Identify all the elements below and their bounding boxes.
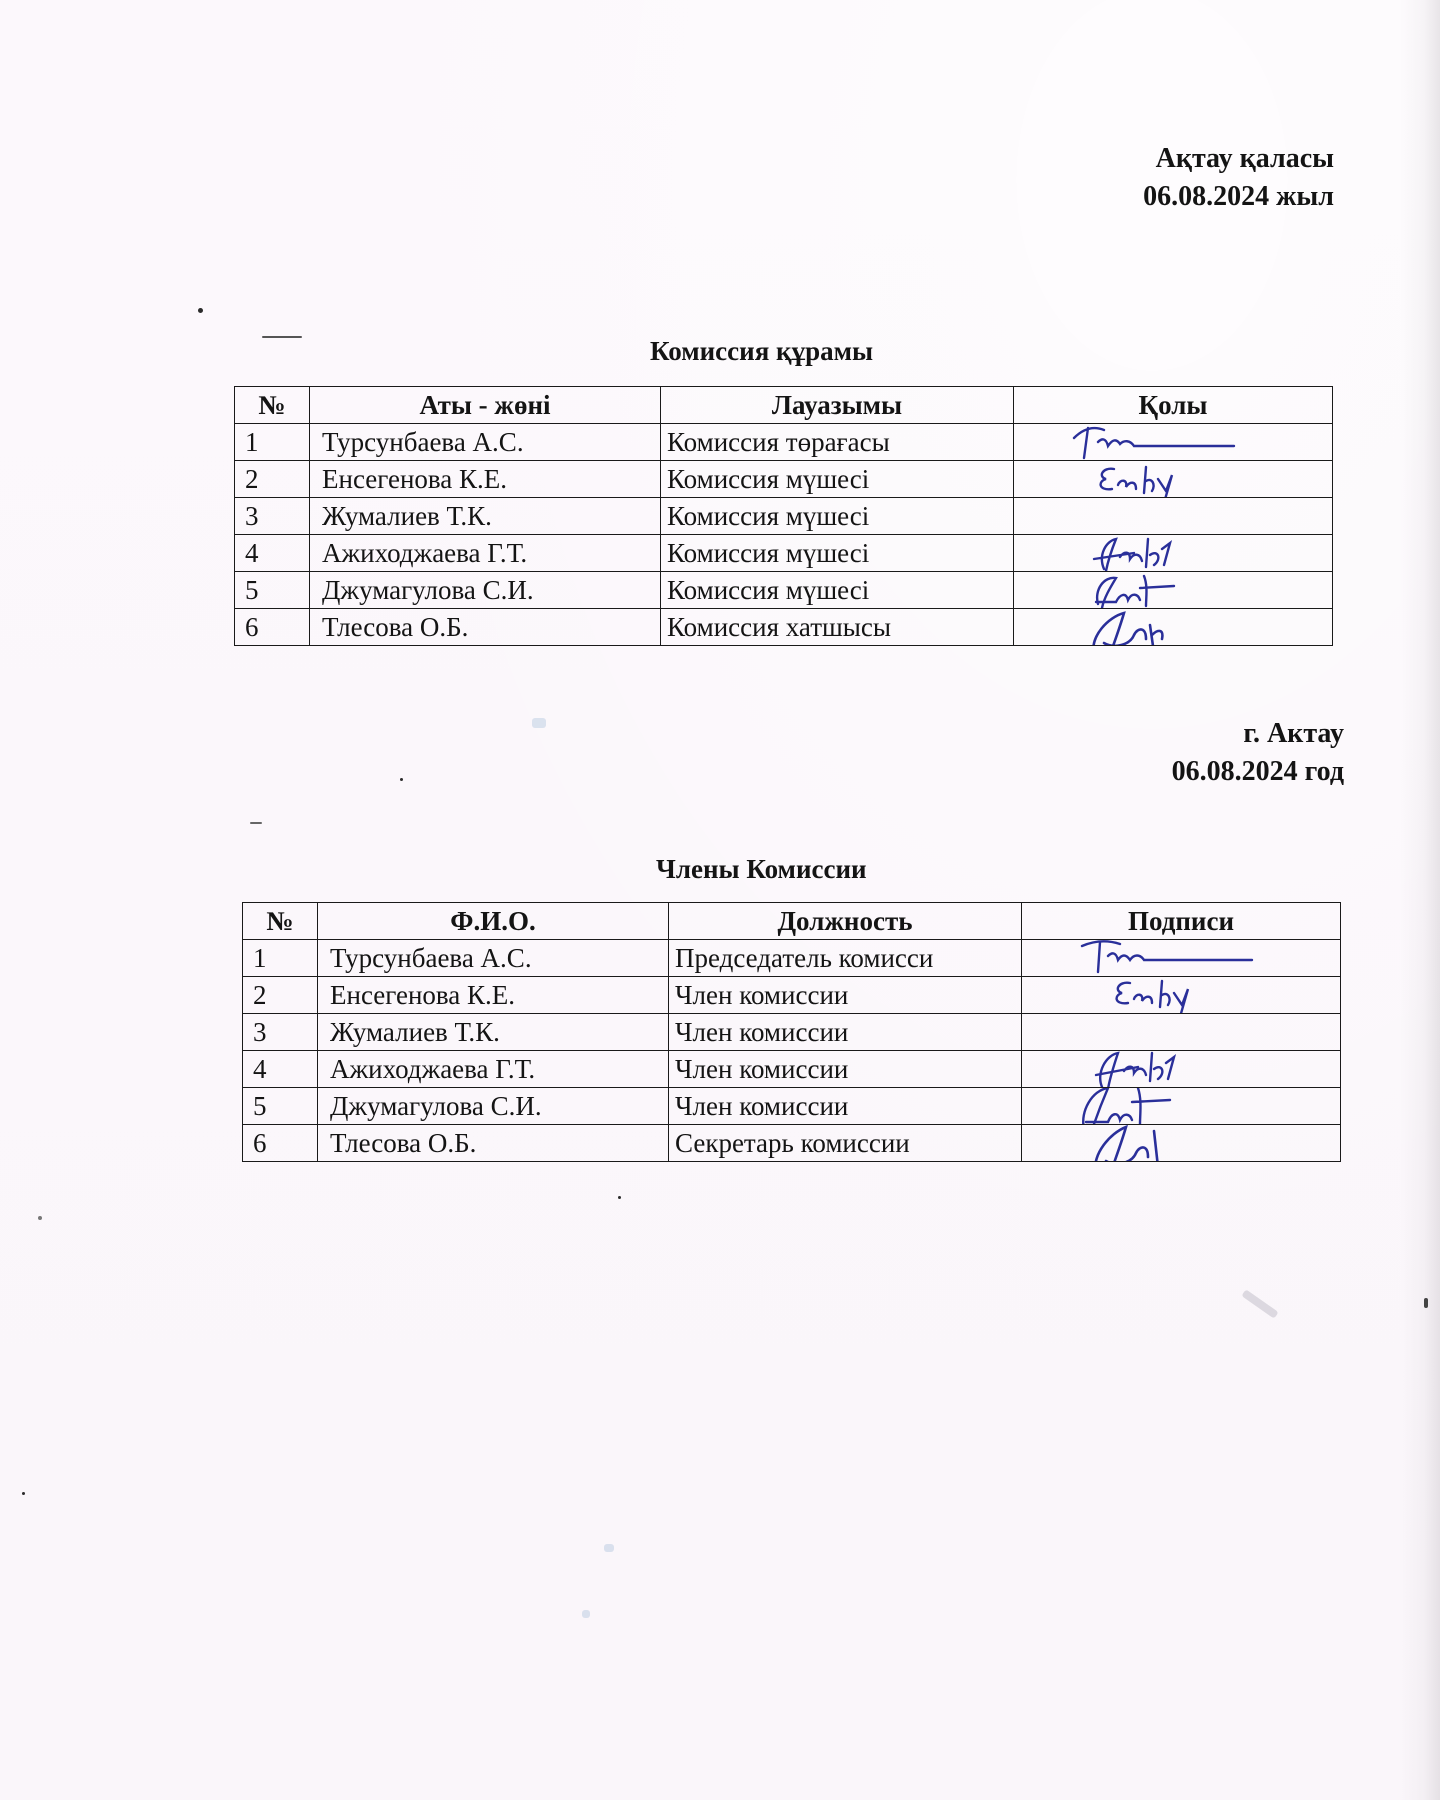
row-num: 1 <box>235 424 310 461</box>
row-name: Джумагулова С.И. <box>310 572 661 609</box>
handwritten-signature <box>1054 609 1254 646</box>
row-position: Комиссия мүшесі <box>661 461 1014 498</box>
row-name: Джумагулова С.И. <box>318 1088 669 1125</box>
row-num: 3 <box>235 498 310 535</box>
row-signature <box>1022 940 1341 977</box>
row-position: Комиссия мүшесі <box>661 498 1014 535</box>
row-name: Ажиходжаева Г.Т. <box>318 1051 669 1088</box>
handwritten-signature <box>1062 1088 1262 1125</box>
header-signature: Подписи <box>1022 903 1341 940</box>
row-name: Ажиходжаева Г.Т. <box>310 535 661 572</box>
table-row <box>235 424 1333 461</box>
table-row <box>243 1088 1341 1125</box>
ru-title: Члены Комиссии <box>656 854 867 884</box>
row-position: Член комиссии <box>669 1014 1022 1051</box>
table-row <box>235 461 1333 498</box>
row-num: 2 <box>243 977 318 1014</box>
handwritten-signature <box>1054 461 1254 498</box>
row-num: 4 <box>243 1051 318 1088</box>
row-signature <box>1022 1088 1341 1125</box>
row-signature <box>1014 609 1333 646</box>
row-signature <box>1014 498 1333 535</box>
handwritten-signature <box>1062 1125 1262 1162</box>
ru-date: 06.08.2024 год <box>1171 756 1344 787</box>
row-position: Комиссия төрағасы <box>661 424 1014 461</box>
row-num: 2 <box>235 461 310 498</box>
row-signature <box>1022 1014 1341 1051</box>
kz-header <box>1143 140 1334 216</box>
row-num: 5 <box>235 572 310 609</box>
ru-members-table <box>242 902 1341 1162</box>
header-signature: Қолы <box>1014 387 1333 424</box>
row-signature <box>1014 572 1333 609</box>
row-name: Тлесова О.Б. <box>318 1125 669 1162</box>
row-signature <box>1014 461 1333 498</box>
scan-speck <box>250 822 262 824</box>
row-name: Жумалиев Т.К. <box>318 1014 669 1051</box>
row-position: Комиссия мүшесі <box>661 535 1014 572</box>
row-position: Секретарь комиссии <box>669 1125 1022 1162</box>
table-header-row <box>235 387 1333 424</box>
handwritten-signature <box>1054 424 1254 461</box>
ru-header <box>1172 715 1344 791</box>
row-num: 4 <box>235 535 310 572</box>
handwritten-signature <box>1054 572 1254 609</box>
row-position: Член комиссии <box>669 1088 1022 1125</box>
kz-title: Комиссия құрамы <box>650 336 874 366</box>
row-name: Турсунбаева А.С. <box>310 424 661 461</box>
scan-speck <box>38 1216 42 1220</box>
row-signature <box>1022 1125 1341 1162</box>
row-name: Тлесова О.Б. <box>310 609 661 646</box>
table-row <box>235 572 1333 609</box>
row-num: 3 <box>243 1014 318 1051</box>
row-num: 6 <box>243 1125 318 1162</box>
row-position: Комиссия мүшесі <box>661 572 1014 609</box>
kz-city: Ақтау қаласы <box>1155 143 1334 174</box>
header-num: № <box>235 387 310 424</box>
row-position: Председатель комисси <box>669 940 1022 977</box>
header-position: Лауазымы <box>661 387 1014 424</box>
row-position: Член комиссии <box>669 977 1022 1014</box>
row-num: 1 <box>243 940 318 977</box>
table-row <box>243 1014 1341 1051</box>
scan-smudge <box>582 1610 590 1618</box>
table-row <box>243 1125 1341 1162</box>
scan-smudge <box>604 1544 614 1552</box>
table-row <box>235 609 1333 646</box>
handwritten-signature <box>1054 535 1254 572</box>
scan-smudge <box>1241 1289 1278 1318</box>
row-signature <box>1022 1051 1341 1088</box>
table-row <box>235 535 1333 572</box>
table-row <box>235 498 1333 535</box>
header-name: Аты - жөні <box>310 387 661 424</box>
row-name: Турсунбаева А.С. <box>318 940 669 977</box>
row-num: 6 <box>235 609 310 646</box>
scan-smudge <box>532 718 546 728</box>
scan-speck <box>400 778 403 781</box>
row-num: 5 <box>243 1088 318 1125</box>
row-signature <box>1014 424 1333 461</box>
scan-edge-shadow <box>1400 0 1440 1800</box>
kz-members-table <box>234 386 1333 646</box>
scan-speck <box>618 1196 621 1199</box>
scan-speck <box>22 1492 25 1495</box>
handwritten-signature <box>1062 977 1262 1014</box>
table-row <box>243 940 1341 977</box>
row-position: Комиссия хатшысы <box>661 609 1014 646</box>
header-position: Должность <box>669 903 1022 940</box>
row-signature <box>1014 535 1333 572</box>
scan-speck <box>198 308 203 313</box>
table-header-row <box>243 903 1341 940</box>
ru-city: г. Актау <box>1243 718 1344 749</box>
handwritten-signature <box>1062 940 1262 977</box>
scan-speck <box>1424 1298 1428 1308</box>
row-signature <box>1022 977 1341 1014</box>
kz-date: 06.08.2024 жыл <box>1143 181 1334 212</box>
row-position: Член комиссии <box>669 1051 1022 1088</box>
row-name: Жумалиев Т.К. <box>310 498 661 535</box>
table-row <box>243 977 1341 1014</box>
handwritten-signature <box>1062 1051 1262 1088</box>
table-row <box>243 1051 1341 1088</box>
row-name: Енсегенова К.Е. <box>318 977 669 1014</box>
header-name: Ф.И.О. <box>318 903 669 940</box>
row-name: Енсегенова К.Е. <box>310 461 661 498</box>
header-num: № <box>243 903 318 940</box>
